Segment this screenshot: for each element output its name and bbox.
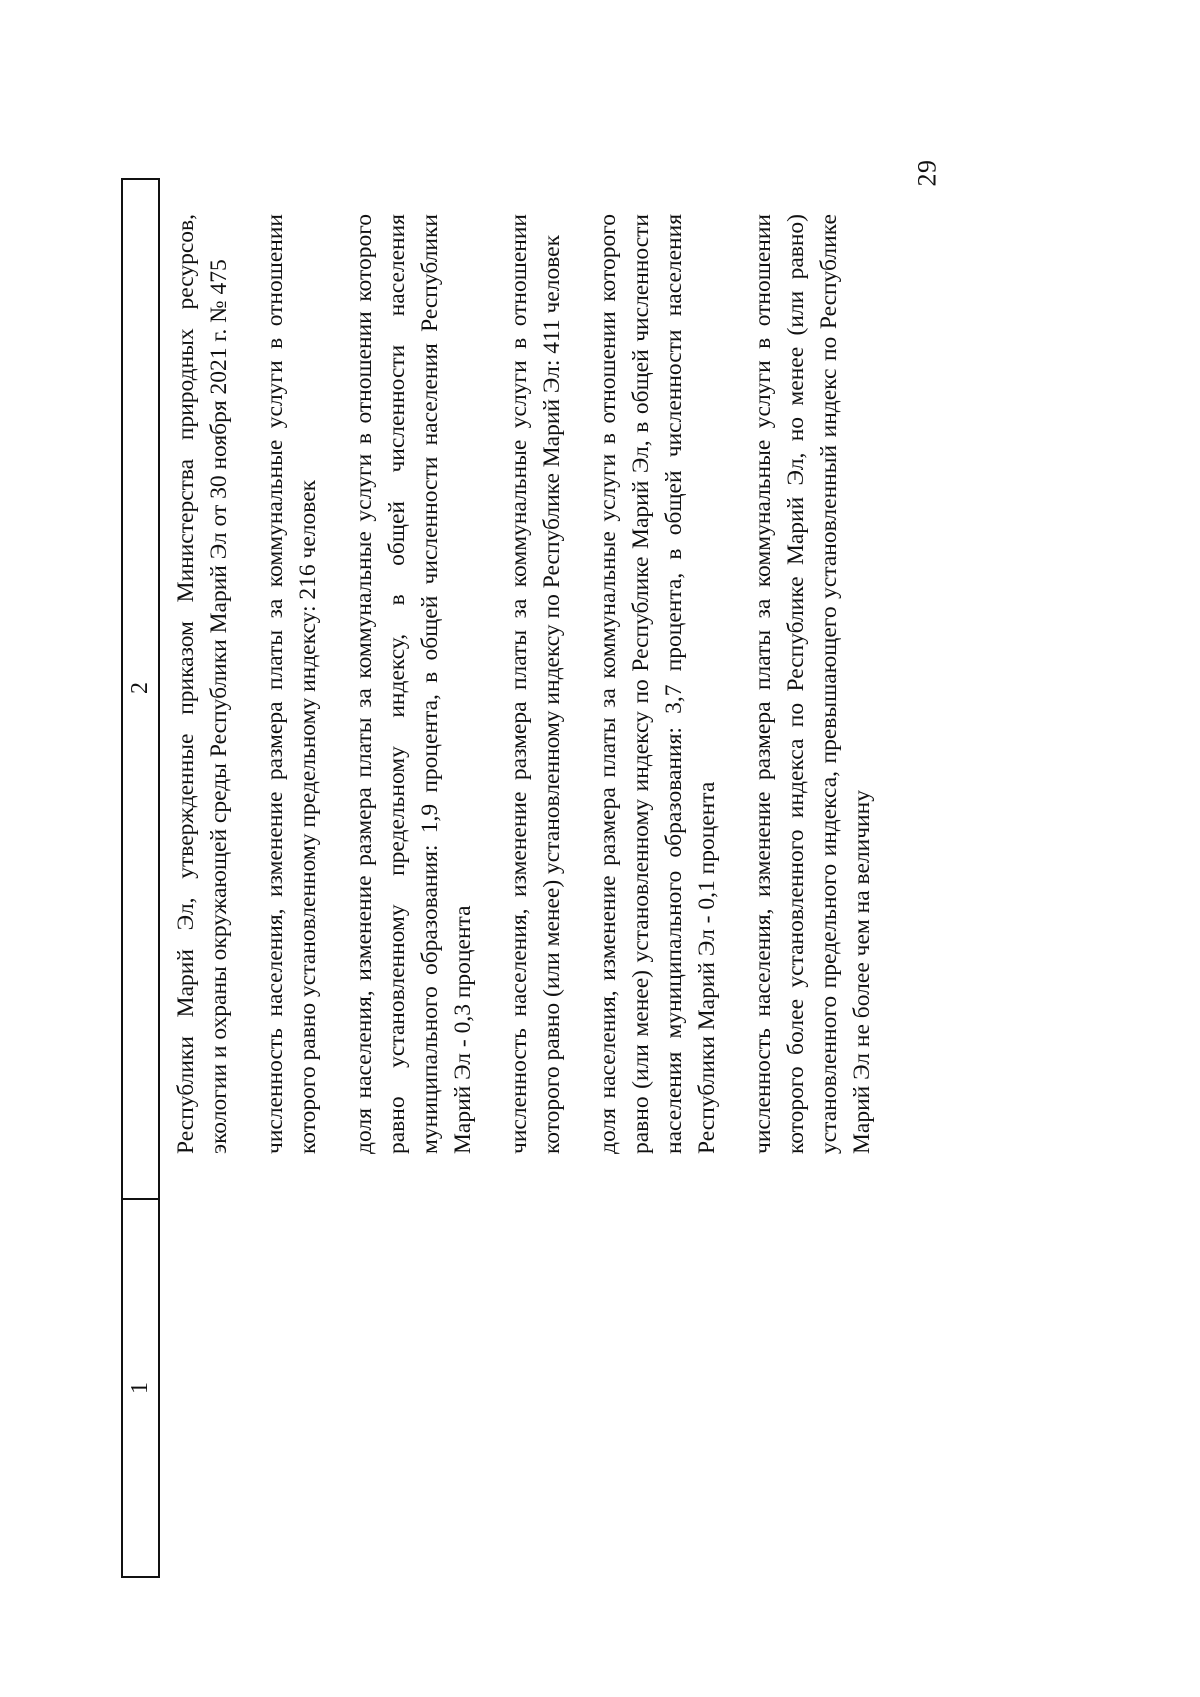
paragraph: доля населения, изменение размера платы за коммунальные услуги в отношении которого равно (или менее) установленному индексу по Республике Марий Эл, в общей численности населения муниципального образования: 3,7 процента, в общей численности населения Республики Марий Эл - 0,1 процента [595, 214, 720, 1154]
table-header-border [158, 178, 160, 1578]
paragraph: численность населения, изменение размера платы за коммунальные услуги в отношении которого равно (или менее) установленному индексу по Республике Марий Эл: 411 человек [506, 214, 565, 1154]
page-number: 29 [912, 159, 942, 187]
table-cell-text [170, 214, 902, 1154]
column-header-1: 1 [127, 1382, 153, 1394]
table [110, 178, 970, 1578]
paragraph: доля населения, изменение размера платы за коммунальные услуги в отношении которого равно установленному предельному индексу, в общей численности населения муниципального образования: 1,9 процента, в общей численности населения Республики Марий Эл - 0,3 процента [351, 214, 476, 1154]
column-header-2: 2 [127, 682, 153, 694]
rotated-page-content [110, 138, 970, 1578]
paragraph: численность населения, изменение размера платы за коммунальные услуги в отношении которого равно установленному предельному индексу: 216 человек [262, 214, 321, 1154]
paragraph: численность населения, изменение размера платы за коммунальные услуги в отношении которого более установленного индекса по Республике Марий Эл, но менее (или равно) установленного предельного индекса, превышающего установленный индекс по Республике Марий Эл не более чем на величину [750, 214, 875, 1154]
paragraph: Республики Марий Эл, утвержденные приказом Министерства природных ресурсов, экологии и охраны окружающей среды Республики Марий Эл от 30 ноября 2021 г. № 475 [173, 214, 232, 1154]
